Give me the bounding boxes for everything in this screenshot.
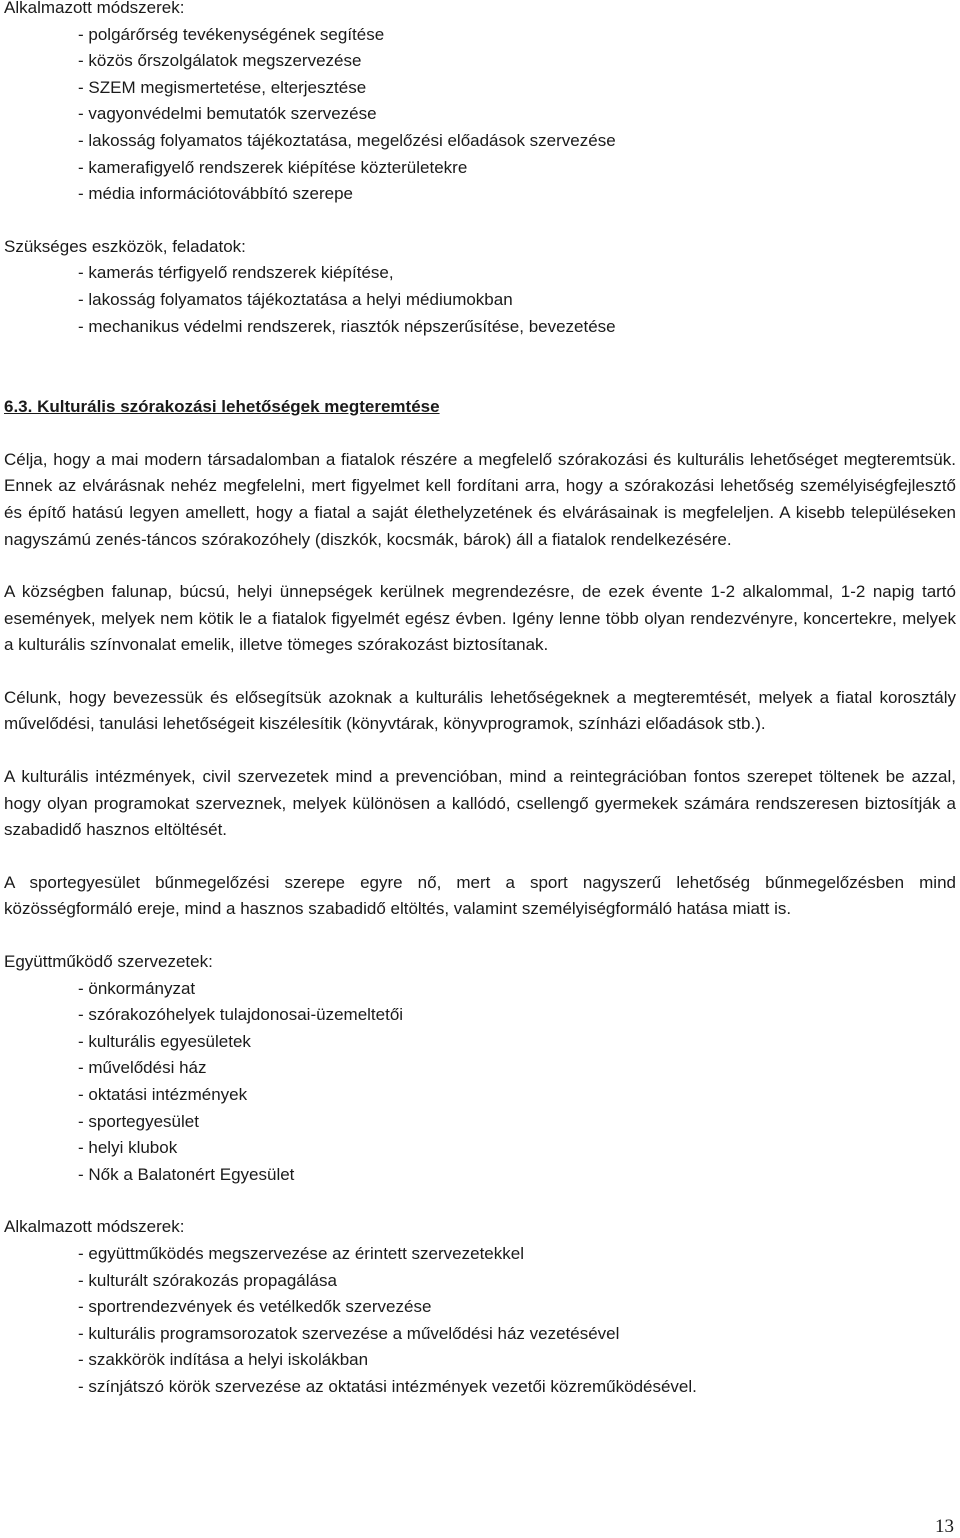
paragraph: A sportegyesület bűnmegelőzési szerepe egyre nő, mert a sport nagyszerű lehetőség bűnmegelőzésben mind közösségformáló ereje, mind a hasznos szabadidő eltöltés, valamint személyiségformáló hatása miatt is. xyxy=(4,872,956,919)
spacer xyxy=(4,208,956,234)
spacer xyxy=(4,844,956,870)
list-item: - kulturált szórakozás propagálása xyxy=(78,1270,337,1290)
list-item: - sportegyesület xyxy=(78,1111,199,1131)
list-item: - kulturális egyesületek xyxy=(78,1031,251,1051)
paragraph: A községben falunap, búcsú, helyi ünnepségek kerülnek megrendezésre, de ezek évente 1-2 alkalommal, 1-2 napig tartó események, melyek nem kötik le a fiatalok figyelmét egész évben. Igény lenne több olyan rendezvényre, koncertekre, melyek a kulturális színvonalat emelik, illetve tömeges szórakozást biztosítanak. xyxy=(4,582,956,655)
list-item: - kulturális programsorozatok szervezése a művelődési ház vezetésével xyxy=(78,1323,620,1343)
list-item: - média információtovábbító szerepe xyxy=(78,184,353,204)
spacer xyxy=(4,659,956,685)
tools-list xyxy=(4,260,956,340)
list-item: - oktatási intézmények xyxy=(78,1085,248,1104)
list-item: - lakosság folyamatos tájékoztatása a helyi médiumokban xyxy=(78,289,513,309)
methods-heading: Alkalmazott módszerek: xyxy=(4,1217,185,1237)
methods-heading: Alkalmazott módszerek: xyxy=(4,0,185,17)
list-item: - önkormányzat xyxy=(78,978,196,998)
document-page xyxy=(4,0,956,1401)
list-item: - együttműködés megszervezése az érintett szervezetekkel xyxy=(78,1243,524,1263)
list-item: - szakkörök indítása a helyi iskolákban xyxy=(78,1350,369,1370)
list-item: - kamerafigyelő rendszerek kiépítése közterületekre xyxy=(78,157,468,177)
list-item: - SZEM megismertetése, elterjesztése xyxy=(78,77,367,97)
list-item: - színjátszó körök szervezése az oktatási intézmények vezetői közreműködésével. xyxy=(78,1376,697,1396)
list-item: - közös őrszolgálatok megszervezése xyxy=(78,51,362,71)
list-item: - kamerás térfigyelő rendszerek kiépítése, xyxy=(78,263,394,283)
paragraph: Célja, hogy a mai modern társadalomban a fiatalok részére a megfelelő szórakozási és kulturális lehetőséget megteremtsük. Ennek az elvárásnak nehéz megfelelni, mert figyelmet kell fordítani arra, hogy a szórakozási lehetőség személyiségfejlesztő és építő hatású legyen amellett, hogy a fiatal a saját élethelyzetének és elvárásainak is megfeleljen. A kisebb településeken nagyszámú zenés-táncos szórakozóhely (diszkók, kocsmák, bárok) áll a fiatalok rendelkezésére. xyxy=(4,449,956,549)
list-item: - mechanikus védelmi rendszerek, riasztók népszerűsítése, bevezetése xyxy=(78,316,616,336)
list-item: - művelődési ház xyxy=(78,1058,207,1078)
partners-heading: Együttműködő szervezetek: xyxy=(4,952,213,972)
list-item: - vagyonvédelmi bemutatók szervezése xyxy=(78,104,377,124)
list-item: - Nők a Balatonért Egyesület xyxy=(78,1164,295,1184)
list-item: - lakosság folyamatos tájékoztatása, megelőzési előadások szervezése xyxy=(78,130,616,150)
page-number: 13 xyxy=(935,1516,954,1537)
list-item: - polgárőrség tevékenységének segítése xyxy=(78,24,385,44)
methods-list xyxy=(4,22,956,208)
spacer xyxy=(4,923,956,949)
spacer xyxy=(4,1188,956,1214)
spacer xyxy=(4,340,956,394)
list-item: - helyi klubok xyxy=(78,1138,178,1158)
list-item: - sportrendezvények és vetélkedők szervezése xyxy=(78,1297,432,1317)
paragraph: A kulturális intézmények, civil szervezetek mind a prevencióban, mind a reintegrációban fontos szerepet töltenek be azzal, hogy olyan programokat szerveznek, melyek különösen a kallódó, csellengő gyermekek számára rendszeresen biztosítják a szabadidő hasznos eltöltését. xyxy=(4,767,956,840)
methods-list xyxy=(4,1241,956,1401)
paragraph: Célunk, hogy bevezessük és elősegítsük azoknak a kulturális lehetőségeknek a megteremtését, melyek a fiatal korosztály művelődési, tanulási lehetőségeit kiszélesítik (könyvtárak, könyvprogramok, színházi előadások stb.). xyxy=(4,687,956,734)
spacer xyxy=(4,553,956,579)
spacer xyxy=(4,738,956,764)
list-item: - szórakozóhelyek tulajdonosai-üzemeltetői xyxy=(78,1005,404,1025)
spacer xyxy=(4,421,956,447)
tools-heading: Szükséges eszközök, feladatok: xyxy=(4,236,246,256)
section-title: 6.3. Kulturális szórakozási lehetőségek megteremtése xyxy=(4,397,440,417)
partners-list xyxy=(4,976,956,1189)
